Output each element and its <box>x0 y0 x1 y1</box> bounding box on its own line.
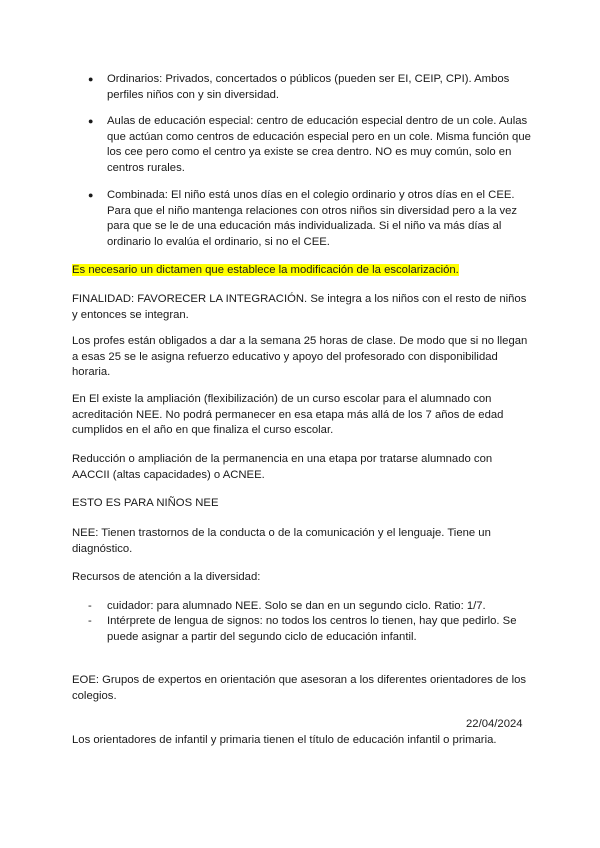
dash-icon: - <box>88 615 92 627</box>
paragraph-ampliacion: En El existe la ampliación (flexibilización) de un curso escolar para el alumnado con acreditación NEE. No podrá permanecer en esa etapa más allá de los 7 años de edad cumplidos en el año en que finaliza el curso escolar. <box>72 393 504 436</box>
bullet-icon: ● <box>88 116 94 126</box>
paragraph-finalidad: FINALIDAD: FAVORECER LA INTEGRACIÓN. Se integra a los niños con el resto de niños y entonces se integran. <box>72 293 527 321</box>
date-label: 22/04/2024 <box>466 718 523 730</box>
bullet-text: Combinada: El niño está unos días en el colegio ordinario y otros días en el CEE. Para que el niño mantenga relaciones con otros niños sin diversidad pero a la vez para que se le de una educación más individualizada. Si el niño va más días al ordinario lo evalúa el ordinario, si no el CEE. <box>107 189 518 248</box>
bullet-icon: ● <box>88 74 94 84</box>
paragraph-orientadores: Los orientadores de infantil y primaria tienen el título de educación infantil o primaria. <box>72 734 497 746</box>
bullet-text: Ordinarios: Privados, concertados o públicos (pueden ser EI, CEIP, CPI). Ambos perfiles niños con y sin diversidad. <box>107 73 510 101</box>
dash-text: cuidador: para alumnado NEE. Solo se dan en un segundo ciclo. Ratio: 1/7. <box>107 600 486 612</box>
bullet-icon: ● <box>88 190 94 200</box>
paragraph-horas-profesores: Los profes están obligados a dar a la semana 25 horas de clase. De modo que si no llegan a esas 25 se le asigna refuerzo educativo y apoyo del profesorado con disponibilidad horaria. <box>72 335 528 378</box>
highlighted-note <box>72 263 532 279</box>
highlight-text: Es necesario un dictamen que establece la modificación de la escolarización. <box>72 264 459 276</box>
paragraph-eoe: EOE: Grupos de expertos en orientación que asesoran a los diferentes orientadores de los colegios. <box>72 674 527 702</box>
bullet-text: Aulas de educación especial: centro de educación especial dentro de un cole. Aulas que actúan como centros de educación especial pero en un cole. Misma función que los cee pero como el centro ya existe se crea dentro. NO es muy común, solo en centros rurales. <box>107 115 531 174</box>
dash-text: Intérprete de lengua de signos: no todos los centros lo tienen, hay que pedirlo. Se puede asignar a partir del segundo ciclo de educación infantil. <box>107 615 517 643</box>
dash-icon: - <box>88 600 92 612</box>
paragraph-reduccion: Reducción o ampliación de la permanencia en una etapa por tratarse alumnado con AACCII (altas capacidades) o ACNEE. <box>72 453 493 481</box>
section-heading-nee: ESTO ES PARA NIÑOS NEE <box>72 497 219 509</box>
paragraph-nee-definicion: NEE: Tienen trastornos de la conducta o de la comunicación y el lenguaje. Tiene un diagnóstico. <box>72 527 491 555</box>
paragraph-recursos: Recursos de atención a la diversidad: <box>72 571 261 583</box>
